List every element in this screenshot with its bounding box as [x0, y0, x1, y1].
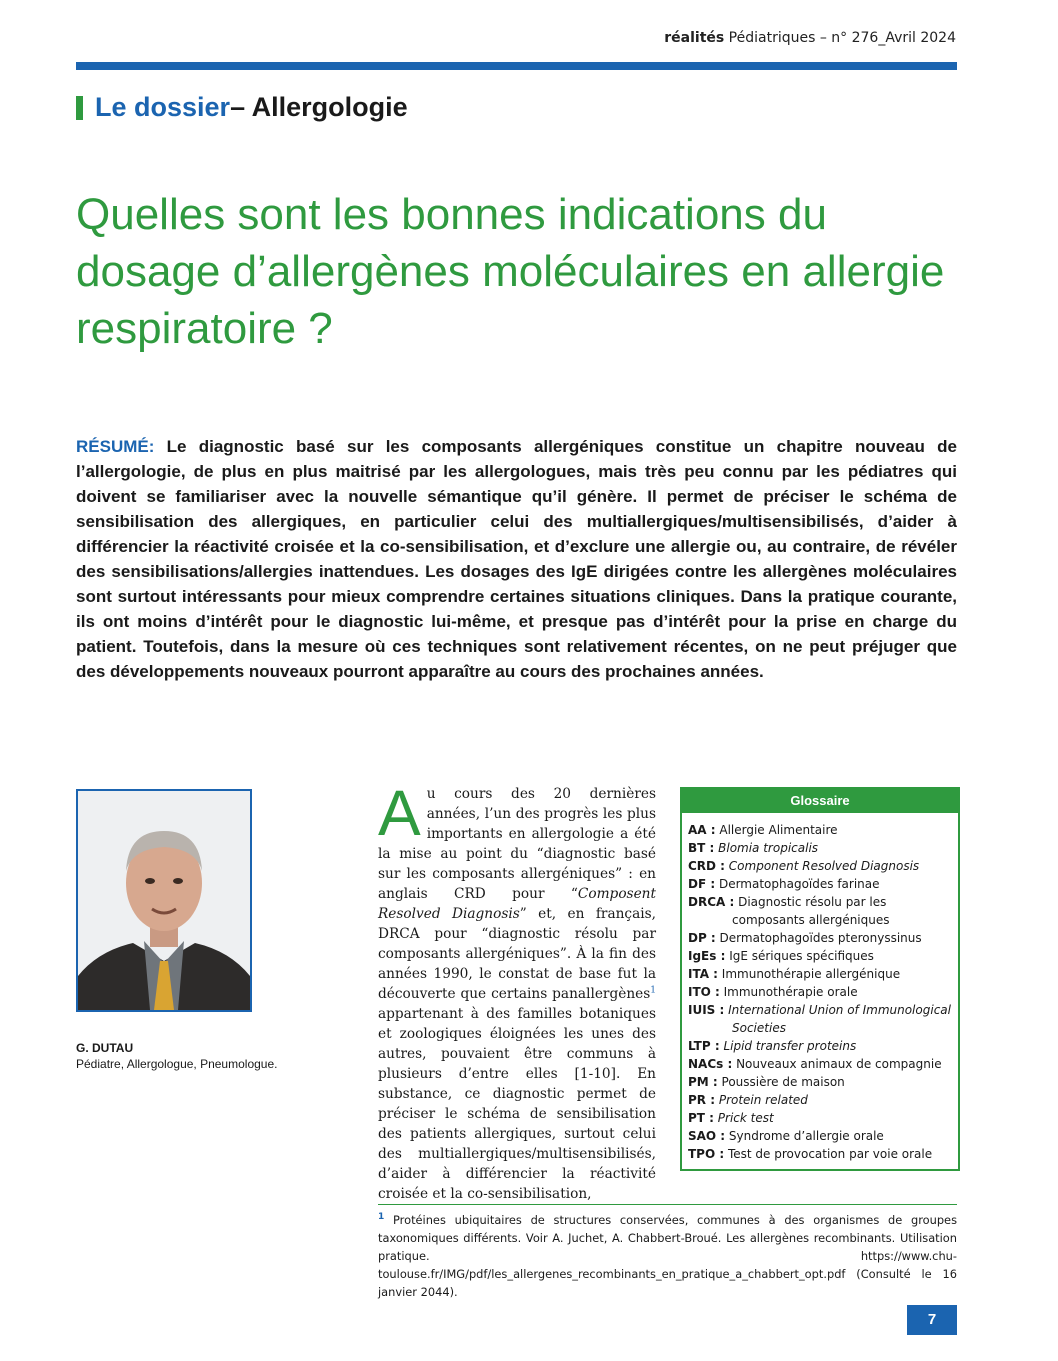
abstract: [76, 434, 957, 684]
glossary-definition: Diagnostic résolu par les: [734, 895, 887, 909]
body-text: [378, 777, 656, 1204]
section-topic: – Allergologie: [230, 92, 408, 122]
glossary-item: [688, 839, 952, 857]
glossary-definition: Immunothérapie allergénique: [717, 967, 901, 981]
glossary-item: [688, 929, 952, 947]
glossary-definition: Allergie Alimentaire: [715, 823, 838, 837]
author-role: Pédiatre, Allergologue, Pneumologue.: [76, 1057, 278, 1071]
author-photo: [76, 789, 252, 1012]
glossary-abbr: TPO :: [688, 1147, 725, 1161]
glossary-list: [682, 813, 958, 1169]
page-number: 7: [907, 1305, 957, 1335]
glossary-abbr: ITO :: [688, 985, 720, 999]
glossary-item: [688, 947, 952, 965]
footnote-number: 1: [378, 1212, 385, 1222]
journal-header: [664, 30, 956, 46]
glossary-item: [688, 821, 952, 839]
glossary-item: [688, 1091, 952, 1109]
glossary-item: [688, 1109, 952, 1127]
drop-cap: A: [378, 777, 421, 849]
glossary-abbr: NACs :: [688, 1057, 733, 1071]
glossary-abbr: PR :: [688, 1093, 716, 1107]
glossary-definition-continued: composants allergéniques: [732, 913, 890, 927]
journal-brand: réalités: [664, 30, 725, 46]
glossary-definition: Component Resolved Diagnosis: [724, 859, 920, 873]
glossary-abbr: AA :: [688, 823, 716, 837]
body-italic: Composent Resolved Diagnosis: [378, 886, 656, 922]
footnote-rule: [378, 1204, 957, 1205]
glossary-abbr: ITA :: [688, 967, 718, 981]
glossary-abbr: DP :: [688, 931, 716, 945]
glossary-abbr: PT :: [688, 1111, 714, 1125]
glossary-definition: Test de provocation par voie orale: [724, 1147, 933, 1161]
footnote-ref[interactable]: 1: [650, 985, 656, 996]
glossary-item: [688, 1073, 952, 1091]
abstract-text: Le diagnostic basé sur les composants allergéniques constitue un chapitre nouveau de l’allergologie, de plus en plus maitrisé par les allergologues, mais très peu connu par les pédiatres qui doivent se familiariser avec la nouvelle sémantique qu’il génère. Il permet de préciser le schéma de sensibilisation des allergiques, en particulier celui des multiallergiques/multisensibilisés, d’aider à différencier la réactivité croisée et la co-sensibilisation, et d’exclure une allergie ou, au contraire, de révéler des sensibilisations/allergies inattendues. Les dosages des IgE dirigées contre les allergènes moléculaires sont surtout intéressants pour mieux comprendre certaines situations cliniques. Dans la pratique courante, ils ont moins d’intérêt pour le diagnostic lui-même, et presque pas d’intérêt pour la prise en charge du patient. Toutefois, dans la mesure où ces techniques sont relativement récentes, on ne peut préjuger que des développements nouveaux pourront apparaître au cours des prochaines années.: [76, 437, 957, 681]
footnote: [378, 1208, 957, 1301]
glossary-item: [688, 1055, 952, 1073]
glossary-definition: Immunothérapie orale: [719, 985, 858, 999]
glossary-item: [688, 1127, 952, 1145]
glossary-item: [688, 893, 952, 929]
body-part-1: u cours des 20 dernières années, l’un des progrès les plus importants en allergologie a été la mise au point du “diagnostic basé sur les composants allergéniques” : en anglais CRD pour “: [378, 786, 656, 902]
glossary-definition: Nouveaux animaux de compagnie: [732, 1057, 942, 1071]
header-rule: [76, 62, 957, 70]
glossary-abbr: DRCA :: [688, 895, 735, 909]
glossary-abbr: CRD :: [688, 859, 725, 873]
article-title: Quelles sont les bonnes indications du dosage d’allergènes moléculaires en allergie respiratoire ?: [76, 190, 945, 353]
body-part-3: appartenant à des familles botaniques et zoologiques éloignées les unes des autres, pouvaient être communs à plusieurs d’entre elles [1-10]. En substance, ce diagnostic permet de préciser le schéma de sensibilisation des patients allergiques, surtout celui des multiallergiques/multisensibilisés, d’aider à différencier la réactivité croisée et la co-sensibilisation,: [378, 1006, 656, 1202]
glossary-item: [688, 1001, 952, 1037]
glossary-title: Glossaire: [682, 789, 958, 813]
abstract-label: RÉSUMÉ:: [76, 437, 155, 456]
glossary-item: [688, 1037, 952, 1055]
glossary-definition: Blomia tropicalis: [714, 841, 819, 855]
glossary-definition: Dermatophagoïdes pteronyssinus: [715, 931, 922, 945]
glossary-definition: Syndrome d’allergie orale: [725, 1129, 884, 1143]
glossary-abbr: SAO :: [688, 1129, 726, 1143]
glossary-box: [680, 787, 960, 1171]
glossary-abbr: LTP :: [688, 1039, 720, 1053]
footnote-text: Protéines ubiquitaires de structures conservées, communes à des organismes de groupes taxonomiques différents. Voir A. Juchet, A. Chabbert-Broué. Les allergènes recombinants. Utilisation pratique. https://www.chu-toulouse.fr/IMG/pdf/les_allergenes_recombinants_en_pratique_a_chabbert_opt.pdf (Consulté le 16 janvier 2044).: [378, 1212, 957, 1299]
glossary-abbr: BT :: [688, 841, 715, 855]
glossary-definition: Poussière de maison: [717, 1075, 845, 1089]
glossary-definition: Prick test: [713, 1111, 774, 1125]
glossary-item: [688, 875, 952, 893]
glossary-definition: Lipid transfer proteins: [719, 1039, 857, 1053]
glossary-item: [688, 857, 952, 875]
section-tag: [76, 92, 408, 123]
journal-issue: Pédiatriques – n° 276_Avril 2024: [724, 30, 956, 46]
glossary-abbr: DF :: [688, 877, 716, 891]
glossary-abbr: IgEs :: [688, 949, 726, 963]
glossary-abbr: PM :: [688, 1075, 718, 1089]
author-name: G. DUTAU: [76, 1041, 134, 1055]
section-dossier: Le dossier: [95, 92, 231, 122]
glossary-item: [688, 983, 952, 1001]
body-part-2: ” et, en français, DRCA pour “diagnostic résolu par composants allergéniques”. À la fin des années 1990, le constat de base fut la découverte que certains panallergènes: [378, 906, 656, 1002]
glossary-definition-continued: Societies: [732, 1021, 786, 1035]
glossary-definition: IgE sériques spécifiques: [725, 949, 874, 963]
section-marker: [76, 96, 83, 120]
glossary-item: [688, 965, 952, 983]
glossary-abbr: IUIS :: [688, 1003, 725, 1017]
author-portrait-image: [78, 791, 250, 1010]
glossary-definition: Dermatophagoïdes farinae: [715, 877, 880, 891]
glossary-definition: Protein related: [715, 1093, 808, 1107]
glossary-item: [688, 1145, 952, 1163]
glossary-definition: International Union of Immunological: [724, 1003, 951, 1017]
